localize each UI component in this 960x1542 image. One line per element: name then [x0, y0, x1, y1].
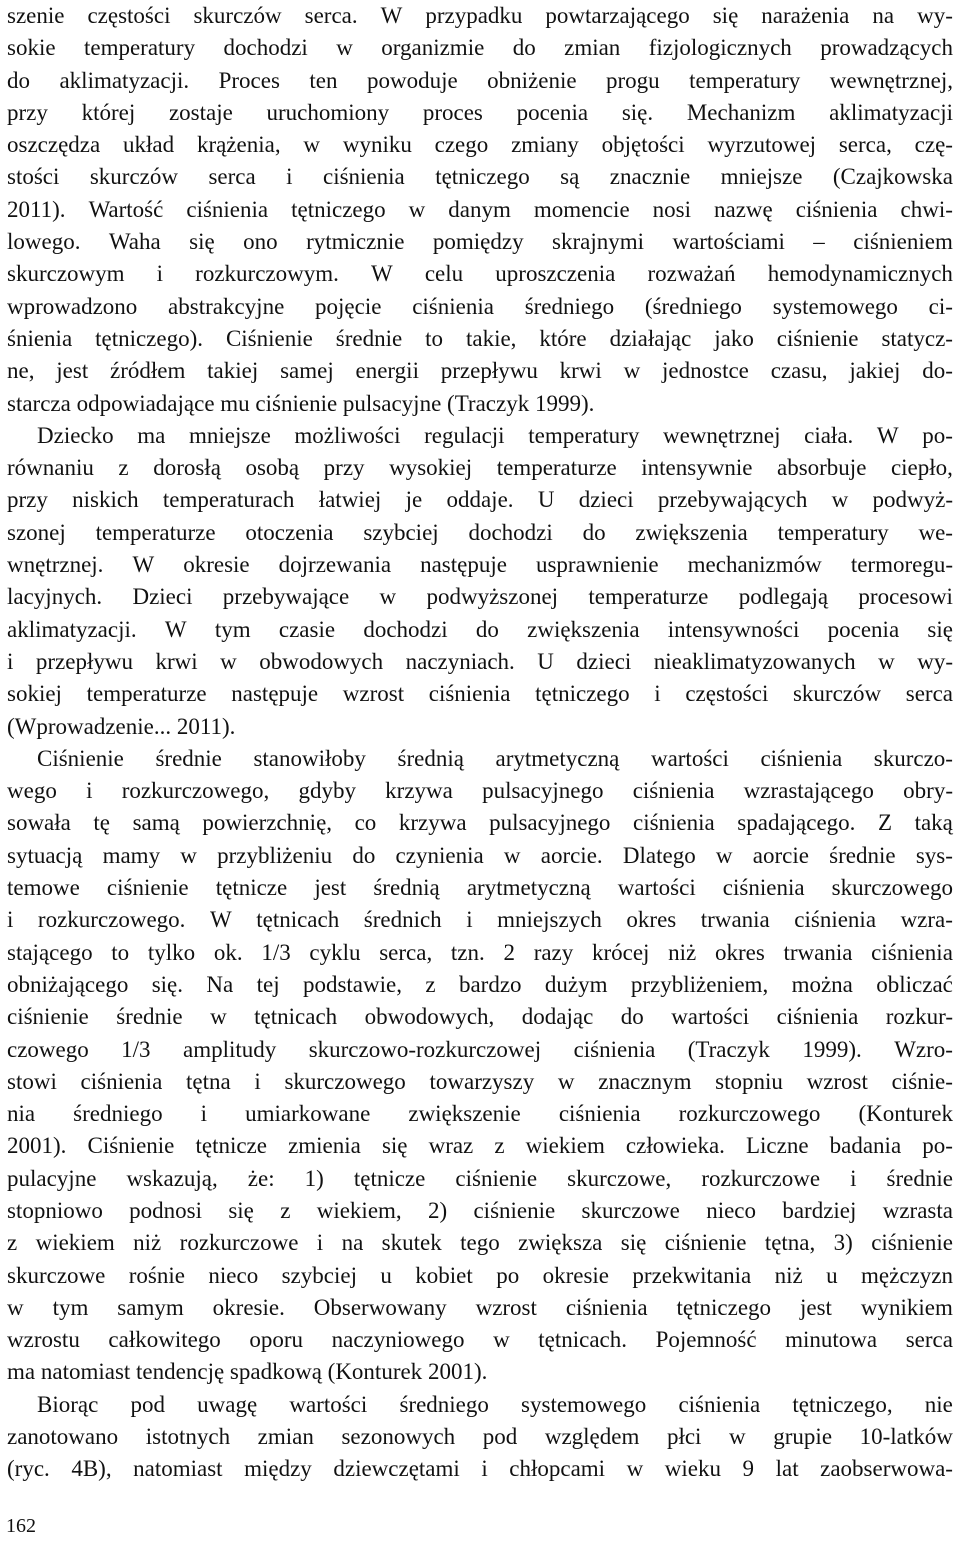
text-line: zanotowano istotnych zmian sezonowych pod względem płci w grupie 10-latków: [7, 1424, 953, 1450]
text-line: oszczędza układ krążenia, w wyniku czego zmiany objętości wyrzutowej serca, czę-: [7, 132, 953, 158]
text-line: Biorąc pod uwagę wartości średniego systemowego ciśnienia tętniczego, nie: [37, 1391, 953, 1417]
text-line: lowego. Waha się ono rytmicznie pomiędzy skrajnymi wartościami – ciśnieniem: [7, 229, 953, 255]
text-line: stości skurczów serca i ciśnienia tętniczego są znacznie mniejsze (Czajkowska: [7, 164, 953, 190]
text-line: i przepływu krwi w obwodowych naczyniach. U dzieci nieaklimatyzowanych w wy-: [7, 648, 953, 674]
text-line: śnienia tętniczego). Ciśnienie średnie to takie, które działając jako ciśnienie statycz-: [7, 325, 953, 351]
text-line: ne, jest źródłem takiej samej energii przepływu krwi w jednostce czasu, jakiej do-: [7, 358, 953, 384]
text-line: wego i rozkurczowego, gdyby krzywa pulsacyjnego ciśnienia wzrastającego obry-: [7, 778, 953, 804]
text-line: wnętrznej. W okresie dojrzewania następuje usprawnienie mechanizmów termoregu-: [7, 552, 953, 578]
page-body-text: [7, 0, 953, 1486]
text-line: i rozkurczowego. W tętnicach średnich i mniejszych okres trwania ciśnienia wzra-: [7, 907, 953, 933]
text-line: (Wprowadzenie... 2011).: [7, 713, 236, 739]
text-line: z wiekiem niż rozkurczowe i na skutek tego zwiększa się ciśnienie tętna, 3) ciśnienie: [7, 1230, 953, 1256]
text-line: sytuacją mamy w przybliżeniu do czynienia w aorcie. Dlatego w aorcie średnie sys-: [7, 842, 953, 868]
text-line: skurczowym i rozkurczowym. W celu uproszczenia rozważań hemodynamicznych: [7, 261, 953, 287]
text-line: wzrostu całkowitego oporu naczyniowego w tętnicach. Pojemność minutowa serca: [7, 1327, 953, 1353]
text-line: w tym samym okresie. Obserwowany wzrost ciśnienia tętniczego jest wynikiem: [7, 1294, 953, 1320]
text-line: 2011). Wartość ciśnienia tętniczego w danym momencie nosi nazwę ciśnienia chwi-: [7, 196, 953, 222]
text-line: (ryc. 4B), natomiast między dziewczętami i chłopcami w wieku 9 lat zaobserwowa-: [7, 1456, 953, 1482]
text-line: równaniu z dorosłą osobą przy wysokiej temperaturze intensywnie absorbuje ciepło,: [7, 455, 953, 481]
text-line: aklimatyzacji. W tym czasie dochodzi do zwiększenia intensywności pocenia się: [7, 616, 953, 642]
text-line: lacyjnych. Dzieci przebywające w podwyższonej temperaturze podlegają procesowi: [7, 584, 953, 610]
text-line: nia średniego i umiarkowane zwiększenie ciśnienia rozkurczowego (Konturek: [7, 1101, 953, 1127]
text-line: czowego 1/3 amplitudy skurczowo-rozkurczowej ciśnienia (Traczyk 1999). Wzro-: [7, 1036, 953, 1062]
text-line: wprowadzono abstrakcyjne pojęcie ciśnienia średniego (średniego systemowego ci-: [7, 293, 953, 319]
text-line: obniżającego się. Na tej podstawie, z bardzo dużym przybliżeniem, można obliczać: [7, 971, 953, 997]
text-line: ma natomiast tendencję spadkową (Konturek 2001).: [7, 1359, 488, 1385]
text-line: sokie temperatury dochodzi w organizmie do zmian fizjologicznych prowadzących: [7, 35, 953, 61]
text-line: Dziecko ma mniejsze możliwości regulacji temperatury wewnętrznej ciała. W po-: [37, 422, 953, 448]
text-line: 2001). Ciśnienie tętnicze zmienia się wraz z wiekiem człowieka. Liczne badania po-: [7, 1133, 953, 1159]
text-line: stowi ciśnienia tętna i skurczowego towarzyszy w znacznym stopniu wzrost ciśnie-: [7, 1068, 953, 1094]
text-line: stającego to tylko ok. 1/3 cyklu serca, tzn. 2 razy krócej niż okres trwania ciśnienia: [7, 939, 953, 965]
text-line: szonej temperaturze otoczenia szybciej dochodzi do zwiększenia temperatury we-: [7, 519, 953, 545]
text-line: przy której zostaje uruchomiony proces pocenia się. Mechanizm aklimatyzacji: [7, 99, 953, 125]
text-line: Ciśnienie średnie stanowiłoby średnią arytmetyczną wartości ciśnienia skurczo-: [37, 745, 953, 771]
text-line: stopniowo podnosi się z wiekiem, 2) ciśnienie skurczowe nieco bardziej wzrasta: [7, 1197, 953, 1223]
text-line: skurczowe rośnie nieco szybciej u kobiet po okresie przekwitania niż u mężczyzn: [7, 1262, 953, 1288]
text-line: starcza odpowiadające mu ciśnienie pulsacyjne (Traczyk 1999).: [7, 390, 595, 416]
text-line: przy niskich temperaturach łatwiej je oddaje. U dzieci przebywających w podwyż-: [7, 487, 953, 513]
text-line: ciśnienie średnie w tętnicach obwodowych, dodając do wartości ciśnienia rozkur-: [7, 1004, 953, 1030]
text-line: szenie częstości skurczów serca. W przypadku powtarzającego się narażenia na wy-: [7, 3, 953, 28]
text-line: sowała tę samą powierzchnię, co krzywa pulsacyjnego ciśnienia spadającego. Z taką: [7, 810, 953, 836]
text-line: do aklimatyzacji. Proces ten powoduje obniżenie progu temperatury wewnętrznej,: [7, 67, 953, 93]
page-number: 162: [6, 1515, 36, 1537]
text-line: pulacyjne wskazują, że: 1) tętnicze ciśnienie skurczowe, rozkurczowe i średnie: [7, 1165, 953, 1191]
text-line: sokiej temperaturze następuje wzrost ciśnienia tętniczego i częstości skurczów serca: [7, 681, 953, 707]
text-line: temowe ciśnienie tętnicze jest średnią arytmetyczną wartości ciśnienia skurczowego: [7, 875, 953, 901]
